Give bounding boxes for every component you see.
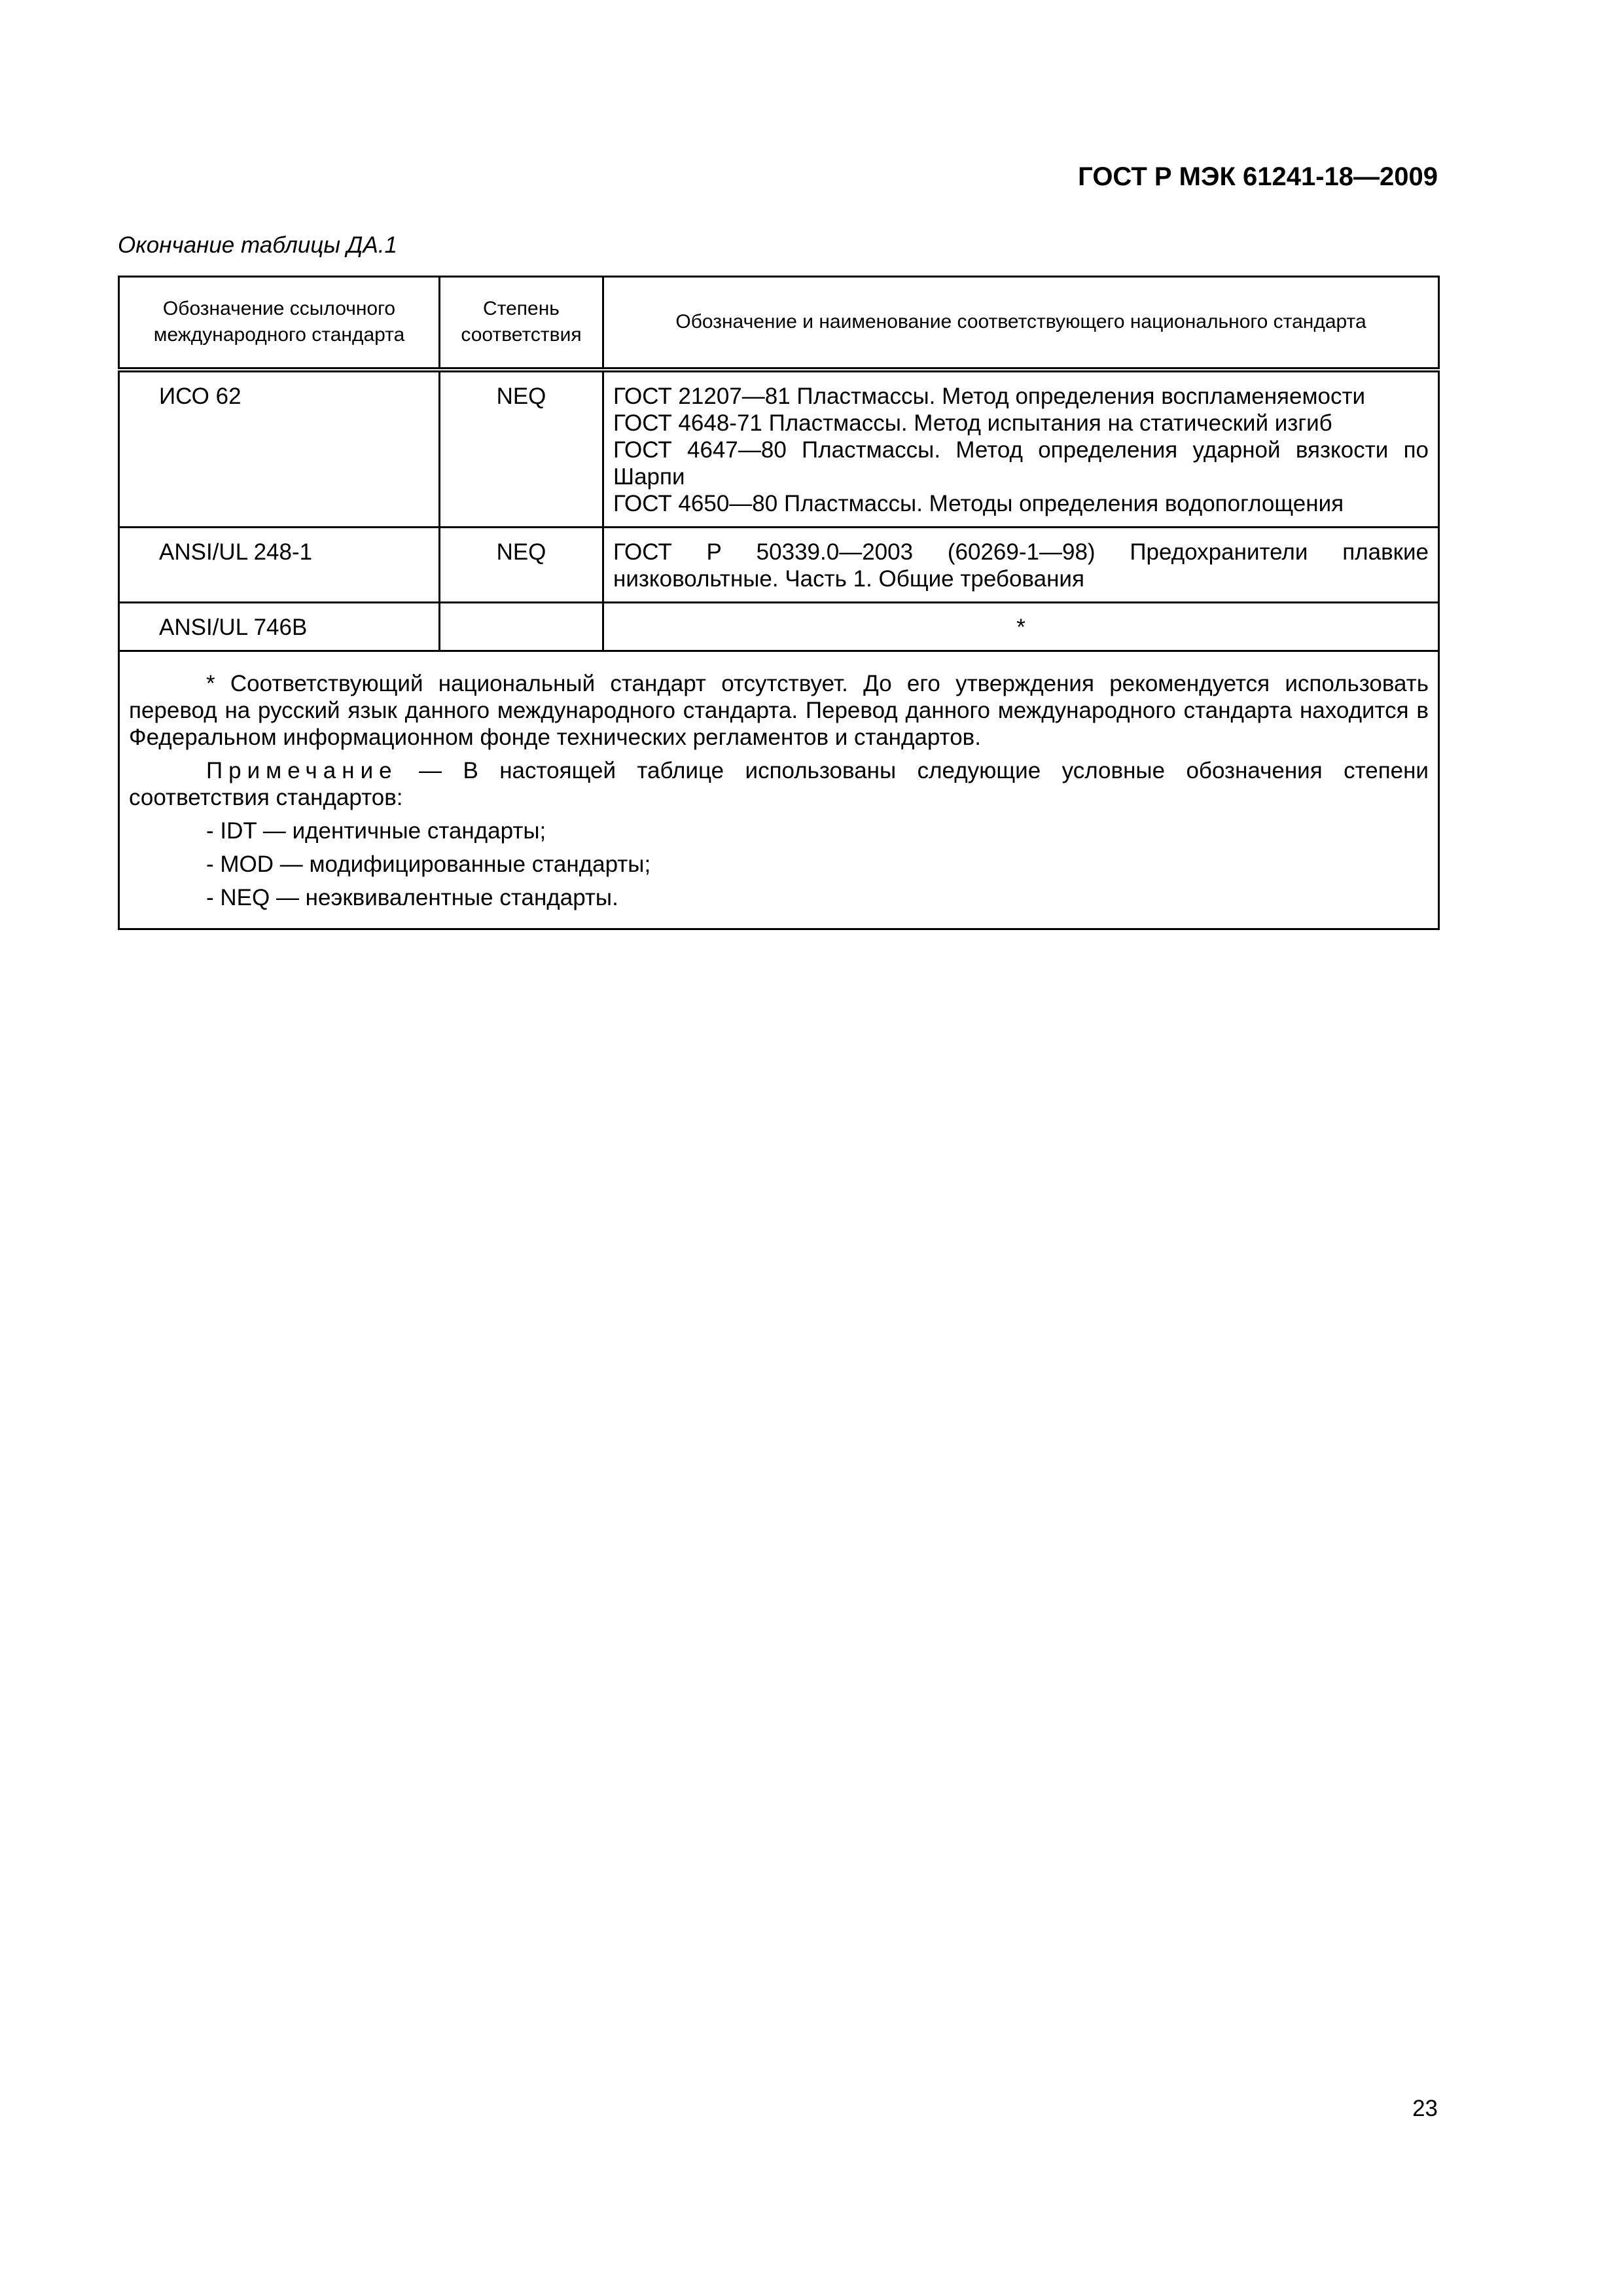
table-footnote-row <box>119 651 1439 929</box>
footnote-text: * Соответствующий национальный стандарт отсутствует. До его утверждения рекомендуется использовать перевод на русский язык данного международного стандарта. Перевод данного международного стандарта находится в Федеральном информационном фонде технических регламентов и стандартов. <box>129 670 1429 750</box>
note-text: — В настоящей таблице использованы следующие условные обозначения степени соответствия стандартов: <box>129 757 1429 810</box>
note-list-item: - NEQ — неэквивалентные стандарты. <box>206 884 618 910</box>
table-row <box>119 527 1439 602</box>
national-standard-line: ГОСТ Р 50339.0—2003 (60269-1—98) Предохранители плавкие низковольтные. Часть 1. Общие требования <box>613 539 1429 592</box>
degree-cell: NEQ <box>440 370 603 528</box>
national-standard-line: ГОСТ 4648-71 Пластмассы. Метод испытания на статический изгиб <box>613 410 1332 436</box>
national-standard-cell <box>603 602 1439 651</box>
degree-cell: NEQ <box>440 527 603 602</box>
standards-correspondence-table <box>118 276 1440 930</box>
table-caption: Окончание таблицы ДА.1 <box>118 232 397 258</box>
national-standard-line: ГОСТ 21207—81 Пластмассы. Метод определения воспламеняемости <box>613 383 1366 409</box>
national-standard-line: ГОСТ 4650—80 Пластмассы. Методы определения водопоглощения <box>613 490 1344 516</box>
note-list-item: - IDT — идентичные стандарты; <box>206 817 546 844</box>
national-standard-line: ГОСТ 4647—80 Пластмассы. Метод определения ударной вязкости по Шарпи <box>613 437 1429 490</box>
column-header-reference: Обозначение ссылочного международного стандарта <box>119 277 440 370</box>
document-number: ГОСТ Р МЭК 61241-18—2009 <box>1078 162 1438 191</box>
table-header-row <box>119 277 1439 370</box>
reference-cell: ANSI/UL 746B <box>119 602 440 651</box>
national-standard-cell <box>603 370 1439 528</box>
table-row <box>119 370 1439 528</box>
column-header-degree: Степень соответствия <box>440 277 603 370</box>
table-row <box>119 602 1439 651</box>
reference-cell: ИСО 62 <box>119 370 440 528</box>
note-paragraph <box>129 757 1429 811</box>
page-number: 23 <box>1412 2096 1438 2121</box>
note-label: Примечание <box>206 757 398 783</box>
national-standard-cell <box>603 527 1439 602</box>
column-header-national: Обозначение и наименование соответствующего национального стандарта <box>603 277 1439 370</box>
national-standard-line: * <box>1016 614 1026 640</box>
degree-cell <box>440 602 603 651</box>
reference-cell: ANSI/UL 248-1 <box>119 527 440 602</box>
note-list-item: - MOD — модифицированные стандарты; <box>206 851 651 877</box>
footnote-cell <box>119 651 1439 929</box>
